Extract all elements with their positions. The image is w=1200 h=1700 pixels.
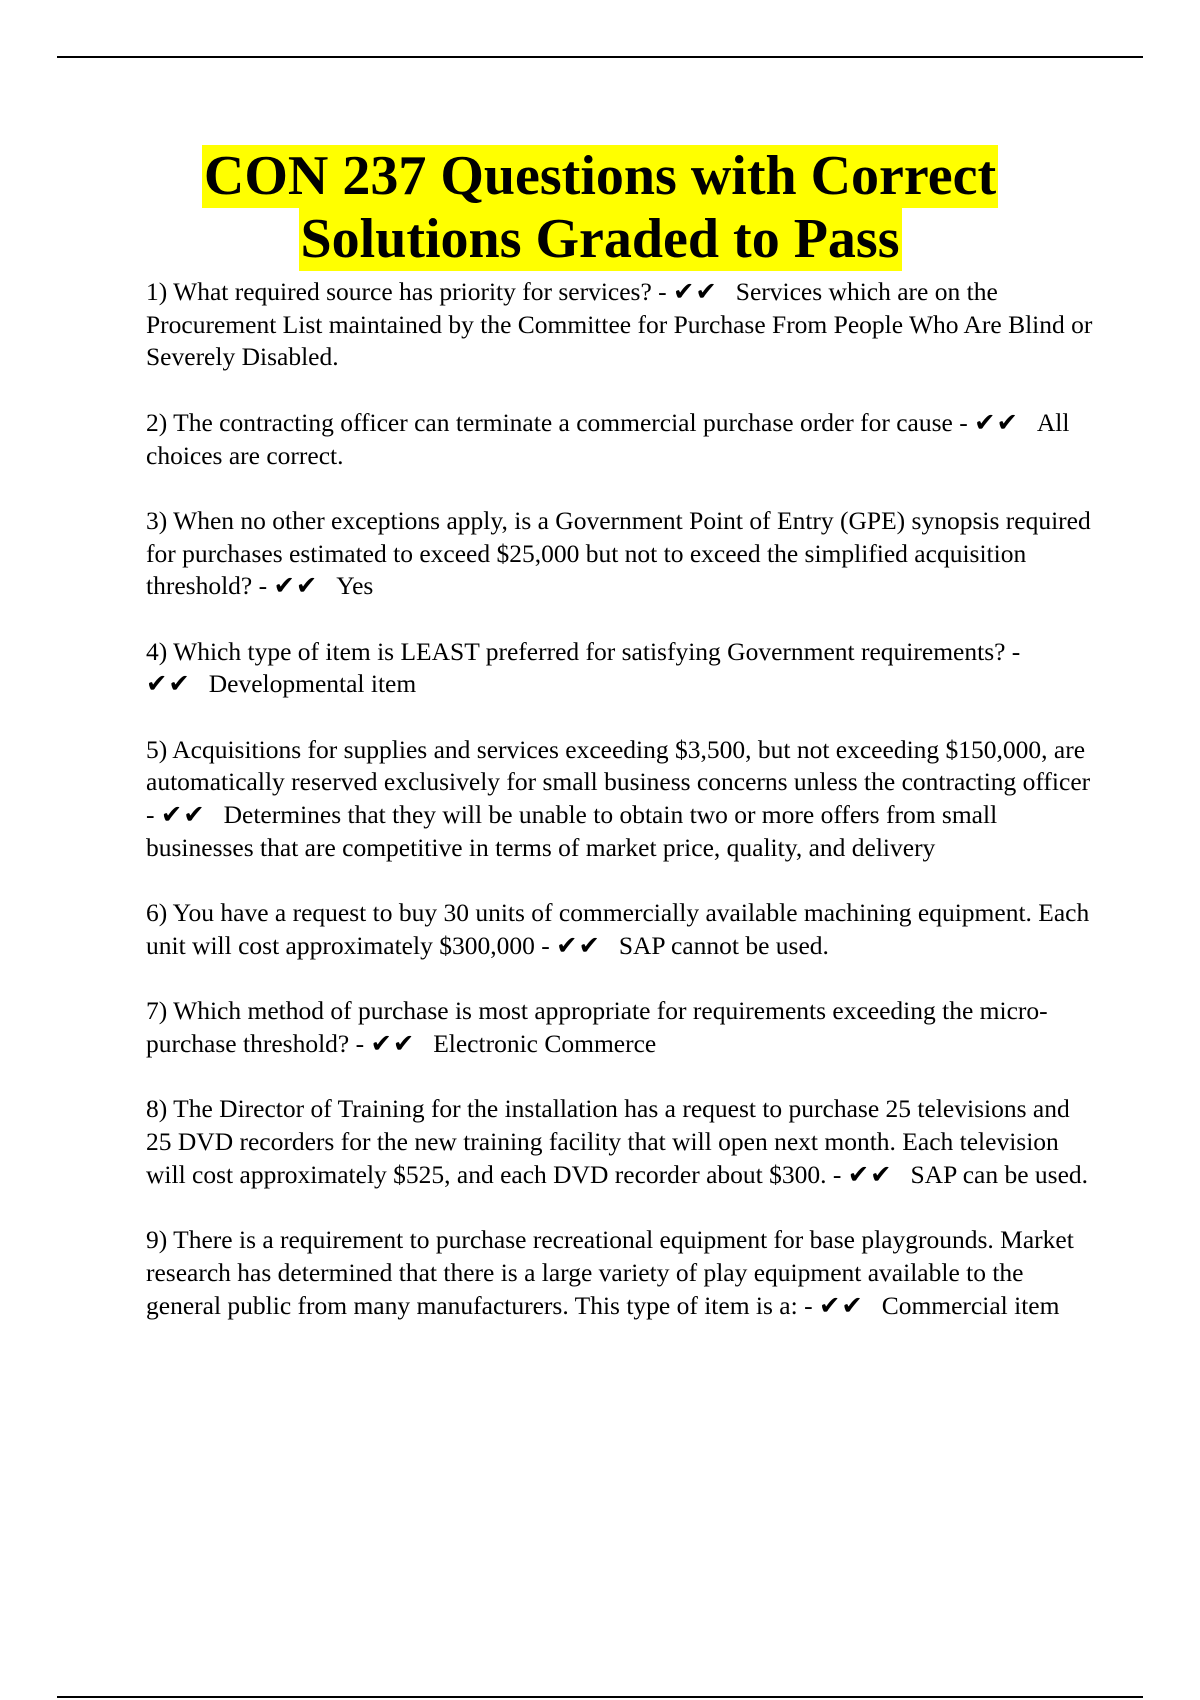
checkmark-icon: ✔✔: [146, 669, 191, 699]
checkmark-icon: ✔✔: [370, 1029, 416, 1059]
checkmark-icon: ✔✔: [673, 277, 718, 306]
checkmark-icon: ✔✔: [818, 1290, 864, 1320]
top-rule: [57, 56, 1143, 58]
answer-text: Services which are on the Procurement List maintained by the Committee for Purchase From People Who Are Blind or Severely Disabled.: [146, 277, 1093, 372]
answer-text: Developmental item: [208, 669, 417, 699]
checkmark-icon: ✔✔: [556, 930, 601, 960]
question-text: 3) When no other exceptions apply, is a Government Point of Entry (GPE) synopsis required for purchases estimated to exceed $25,000 but not to exceed the simplified acquisition threshold? -: [146, 505, 1091, 601]
question-text: 5) Acquisitions for supplies and services exceeding $3,500, but not exceeding $150,000, are automatically reserved exclusively for small business concerns unless the contracting officer -: [146, 734, 1091, 830]
question-text: 1) What required source has priority for services? -: [146, 277, 667, 306]
checkmark-icon: ✔✔: [847, 1159, 893, 1189]
question-text: 4) Which type of item is LEAST preferred for satisfying Government requirements? -: [146, 636, 1021, 666]
answer-text: SAP can be used.: [910, 1159, 1089, 1189]
question-text: 8) The Director of Training for the installation has a request to purchase 25 televisions and 25 DVD recorders for the new training facility that will open next month. Each television will cost approximately $525, and each DVD recorder about $300. -: [146, 1094, 1070, 1189]
qa-item-5: [146, 734, 1096, 865]
checkmark-icon: ✔✔: [160, 800, 206, 830]
qa-item-7: [146, 995, 1096, 1060]
question-list: [146, 276, 1096, 1355]
question-text: 9) There is a requirement to purchase recreational equipment for base playgrounds. Market research has determined that there is a large variety of play equipment available to the general public from many manufacturers. This type of item is a: -: [146, 1225, 1074, 1320]
answer-text: Electronic Commerce: [433, 1029, 657, 1059]
question-text: 7) Which method of purchase is most appropriate for requirements exceeding the micro-purchase threshold? -: [146, 996, 1048, 1059]
title-line-1: CON 237 Questions with Correct: [203, 145, 997, 207]
question-text: 6) You have a request to buy 30 units of commercially available machining equipment. Each unit will cost approximately $300,000 -: [146, 898, 1090, 960]
title-line-2: Solutions Graded to Pass: [300, 208, 900, 270]
checkmark-icon: ✔✔: [273, 571, 319, 601]
qa-item-8: [146, 1093, 1096, 1191]
qa-item-2: [146, 407, 1096, 472]
qa-item-9: [146, 1224, 1096, 1322]
question-text: 2) The contracting officer can terminate a commercial purchase order for cause -: [146, 407, 968, 437]
qa-item-6: [146, 897, 1096, 962]
qa-item-1: [146, 276, 1096, 374]
qa-item-4: [146, 636, 1096, 701]
answer-text: Determines that they will be unable to obtain two or more offers from small businesses that are competitive in terms of market price, quality, and delivery: [146, 800, 998, 862]
qa-item-3: [146, 505, 1096, 603]
answer-text: Yes: [336, 571, 374, 601]
answer-text: All choices are correct.: [146, 407, 1070, 470]
checkmark-icon: ✔✔: [974, 407, 1019, 437]
answer-text: Commercial item: [881, 1290, 1060, 1320]
document-title: [0, 145, 1200, 271]
bottom-rule: [57, 1696, 1143, 1698]
answer-text: SAP cannot be used.: [618, 930, 829, 960]
